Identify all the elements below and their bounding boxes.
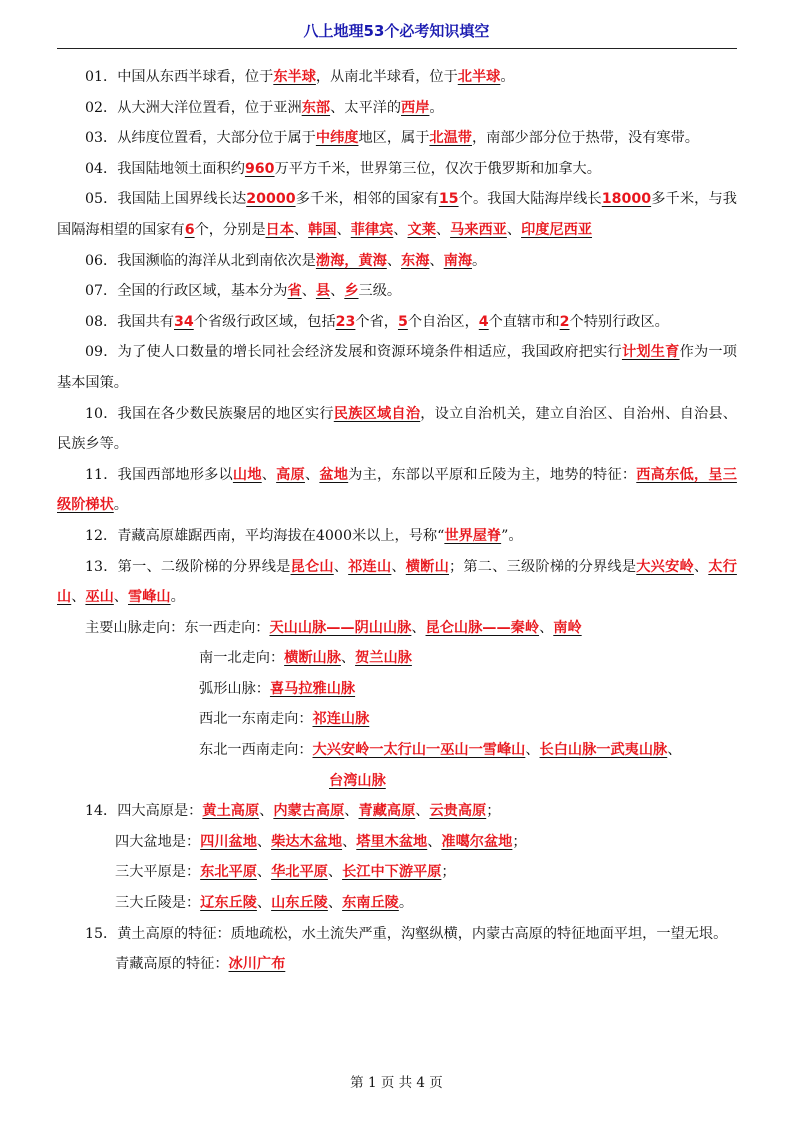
plain-text: 四大盆地是： [115, 833, 201, 850]
answer-text: 西高东低，呈三级阶梯状 [57, 466, 737, 514]
item-15 [57, 919, 737, 950]
answer-text: 盆地 [319, 466, 349, 483]
item-05 [57, 184, 737, 245]
plain-text: 12．青藏高原雄踞西南，平均海拔在4000米以上，号称“ [85, 527, 445, 544]
answer-text: 横断山脉 [284, 650, 341, 667]
answer-text: 印度尼西亚 [521, 221, 593, 238]
answer-text: 东北平原 [200, 864, 257, 881]
page-title: 八上地理53个必考知识填空 [303, 22, 490, 40]
plain-text: 、 [113, 589, 128, 606]
answer-text: 中纬度 [315, 130, 359, 147]
answer-text: 长江中下游平原 [342, 864, 442, 881]
item-14-basins [57, 827, 737, 858]
answer-text: 柴达木盆地 [271, 833, 343, 850]
answer-text: 20000 [246, 191, 296, 208]
answer-text: 长白山脉一武夷山脉 [539, 742, 668, 759]
answer-text: 菲律宾 [350, 221, 394, 238]
plain-text: 。 [472, 252, 487, 269]
item-01 [57, 62, 737, 93]
answer-text: 祁连山脉 [312, 711, 370, 728]
plain-text: 、 [333, 558, 349, 575]
item-06 [57, 246, 737, 277]
plain-text: 、 [327, 895, 343, 912]
item-07 [57, 276, 737, 307]
plain-text: 、 [539, 619, 554, 636]
plain-text: 主要山脉走向：东一西走向： [85, 619, 270, 636]
answer-text: 南岭 [553, 619, 582, 636]
plain-text: 07．全国的行政区域，基本分为 [85, 283, 288, 300]
answer-text: 民族区域自治 [333, 405, 421, 422]
answer-text: 贺兰山脉 [355, 650, 412, 667]
answer-text: 巫山 [85, 589, 114, 606]
answer-text: 东半球 [273, 69, 316, 85]
page-footer: 第 1 页 共 4 页 [350, 1075, 443, 1091]
plain-text: 、 [342, 833, 357, 850]
answer-text: 华北平原 [271, 864, 328, 881]
answer-text: 昆仑山 [290, 558, 334, 575]
answer-text: 山地 [232, 466, 262, 483]
plain-text: ； [486, 803, 501, 820]
answer-text: 云贵高原 [429, 803, 487, 820]
answer-text: 5 [397, 313, 408, 330]
plain-text: 、 [336, 221, 351, 238]
plain-text: 多千米，相邻的国家有 [295, 191, 439, 208]
plain-text: 、 [340, 650, 356, 667]
answer-text: 960 [244, 160, 275, 177]
answer-text: 18000 [601, 191, 652, 208]
mountain-nw-se [57, 704, 737, 735]
content-body [57, 62, 737, 980]
item-03 [57, 123, 737, 154]
plain-text: 、 [259, 803, 274, 820]
plain-text: 、 [506, 221, 522, 238]
plain-text: 02．从大洲大洋位置看，位于亚洲 [85, 99, 302, 116]
answer-text: 23 [335, 313, 356, 330]
plain-text: ，南部少部分位于热带，没有寒带。 [471, 130, 699, 147]
plain-text: ，从南北半球看，位于 [315, 69, 458, 85]
answer-text: 四川盆地 [200, 833, 257, 850]
plain-text: 三大平原是： [115, 864, 201, 881]
plain-text: 多千米，与我国隔海相望的国家有 [57, 191, 737, 238]
plain-text: 10．我国在各少数民族聚居的地区实行 [85, 405, 334, 422]
answer-text: 6 [184, 221, 195, 238]
plain-text: 、 [429, 252, 444, 269]
answer-text: 县 [315, 283, 331, 300]
answer-text: 2 [559, 313, 570, 330]
answer-text: 内蒙古高原 [273, 803, 345, 820]
answer-text: 山东丘陵 [271, 895, 328, 912]
answer-text: 马来西亚 [450, 221, 507, 238]
plain-text: 、 [71, 589, 86, 606]
answer-text: 台湾山脉 [329, 772, 386, 789]
answer-text: 准噶尔盆地 [441, 833, 513, 850]
answer-text: 东部 [301, 99, 331, 116]
plain-text: ”。 [501, 527, 523, 544]
plain-text: 、 [386, 252, 402, 269]
answer-text: 南海 [443, 252, 473, 269]
plain-text: 、 [256, 833, 272, 850]
answer-text: 省 [287, 283, 302, 300]
plain-text: 、 [330, 283, 345, 300]
plain-text: 15．黄土高原的特征：质地疏松，水土流失严重，沟壑纵横，内蒙古高原的特征地面平坦，一望无垠。 [85, 925, 728, 942]
item-10 [57, 399, 737, 460]
plain-text: 、 [427, 833, 442, 850]
answer-text: 34 [174, 313, 194, 330]
plain-text: 、 [344, 803, 359, 820]
plain-text: 、 [415, 803, 430, 820]
plain-text: 个。我国大陆海岸线长 [458, 191, 602, 208]
item-08 [57, 307, 737, 338]
answer-text: 15 [438, 191, 459, 208]
answer-text: 太行山 [57, 558, 737, 606]
answer-text: 韩国 [308, 221, 337, 238]
plain-text: 。 [170, 589, 185, 606]
plain-text: 、 [256, 895, 272, 912]
plain-text: 、 [301, 283, 316, 300]
answer-text: 乡 [344, 283, 359, 300]
plain-text: 。 [429, 99, 444, 116]
plain-text: 、 [435, 221, 451, 238]
plain-text: 三大丘陵是： [115, 895, 201, 912]
answer-text: 雪峰山 [128, 589, 171, 606]
mountain-ns [57, 643, 737, 674]
item-14-plains [57, 857, 737, 888]
plain-text: 南一北走向： [199, 650, 285, 667]
plain-text: 个，分别是 [194, 221, 266, 238]
plain-text: ，设立自治机关，建立自治区、自治州、自治县、民族乡等。 [57, 405, 737, 453]
answer-text: 辽东丘陵 [200, 895, 257, 912]
answer-text: 大兴安岭 [636, 558, 694, 575]
plain-text: 个自治区， [407, 313, 479, 330]
plain-text: 08．我国共有 [85, 313, 174, 330]
answer-text: 天山山脉——阴山山脉 [269, 619, 412, 636]
plain-text: 、 [525, 742, 540, 759]
plain-text: 青藏高原的特征： [115, 956, 229, 973]
plain-text: ；第二、三级阶梯的分界线是 [449, 558, 637, 575]
plain-text: 、 [293, 221, 309, 238]
plain-text: 09．为了使人口数量的增长同社会经济发展和资源环境条件相适应，我国政府把实行 [85, 344, 622, 361]
answer-text: 塔里木盆地 [356, 833, 428, 850]
plain-text: 地区，属于 [358, 130, 430, 147]
plain-text: 14．四大高原是： [85, 803, 203, 820]
answer-text: 4 [478, 313, 489, 330]
plain-text: 。 [398, 895, 414, 912]
answer-text: 青藏高原 [358, 803, 416, 820]
plain-text: 、 [393, 221, 408, 238]
item-14-hills [57, 888, 737, 919]
item-15-qinghai [57, 949, 737, 980]
plain-text: 。 [500, 69, 515, 85]
plain-text: 、 [693, 558, 709, 575]
answer-text: 祁连山 [348, 558, 392, 575]
plain-text: 。 [113, 497, 128, 514]
item-04 [57, 154, 737, 185]
mountain-ne-sw [57, 735, 737, 766]
plain-text: 、 [411, 619, 426, 636]
plain-text: 个省， [355, 313, 398, 330]
plain-text: 13．第一、二级阶梯的分界线是 [85, 558, 291, 575]
answer-text: 大兴安岭一太行山一巫山一雪峰山 [312, 742, 526, 759]
plain-text: ； [512, 833, 527, 850]
answer-text: 东南丘陵 [342, 895, 399, 912]
plain-text: 弧形山脉： [199, 680, 270, 697]
title-rule [57, 48, 737, 49]
answer-text: 冰川广布 [228, 956, 286, 973]
plain-text: 个特别行政区。 [569, 313, 669, 330]
plain-text: 06．我国濒临的海洋从北到南依次是 [85, 252, 316, 269]
answer-text: 北半球 [457, 69, 501, 85]
plain-text: 03．从纬度位置看，大部分位于属于 [85, 130, 316, 147]
plain-text: 为主，东部以平原和丘陵为主，地势的特征： [348, 466, 637, 483]
plain-text: 、 [304, 466, 320, 483]
plain-text: 、 [667, 742, 682, 759]
answer-text: 西岸 [401, 99, 430, 116]
plain-text: 个省级行政区域，包括 [193, 313, 336, 330]
plain-text: 三级。 [358, 283, 402, 300]
plain-text: 、 [391, 558, 406, 575]
plain-text: 05．我国陆上国界线长达 [85, 191, 247, 208]
plain-text: 、 [261, 466, 277, 483]
answer-text: 文莱 [407, 221, 436, 238]
plain-text: 、 [327, 864, 343, 881]
mountain-ne-sw-cont [57, 766, 737, 797]
answer-text: 东海 [401, 252, 430, 269]
item-13 [57, 552, 737, 613]
plain-text: 、 [256, 864, 272, 881]
plain-text: 个直辖市和 [488, 313, 560, 330]
plain-text: 04．我国陆地领土面积约 [85, 160, 245, 177]
plain-text: ； [441, 864, 456, 881]
plain-text: 11．我国西部地形多以 [85, 466, 233, 483]
item-14 [57, 796, 737, 827]
answer-text: 计划生育 [621, 344, 680, 361]
answer-text: 高原 [276, 466, 305, 483]
answer-text: 渤海，黄海 [315, 252, 387, 269]
answer-text: 喜马拉雅山脉 [269, 680, 356, 697]
item-11 [57, 460, 737, 521]
plain-text: 01．中国从东西半球看，位于 [85, 69, 274, 85]
answer-text: 北温带 [429, 130, 472, 147]
plain-text: 万平方千米，世界第三位，仅次于俄罗斯和加拿大。 [274, 160, 601, 177]
answer-text: 黄土高原 [202, 803, 260, 820]
plain-text: 东北一西南走向： [199, 742, 313, 759]
answer-text: 横断山 [405, 558, 449, 575]
plain-text: 西北一东南走向： [199, 711, 313, 728]
answer-text: 日本 [265, 221, 294, 238]
plain-text: 作为一项基本国策。 [57, 344, 737, 391]
plain-text: 、太平洋的 [330, 99, 402, 116]
mountain-ew [57, 613, 737, 644]
item-09 [57, 337, 737, 398]
item-12 [57, 521, 737, 552]
answer-text: 昆仑山脉——秦岭 [425, 619, 540, 636]
item-02 [57, 93, 737, 124]
answer-text: 世界屋脊 [444, 527, 502, 544]
mountain-arc [57, 674, 737, 705]
